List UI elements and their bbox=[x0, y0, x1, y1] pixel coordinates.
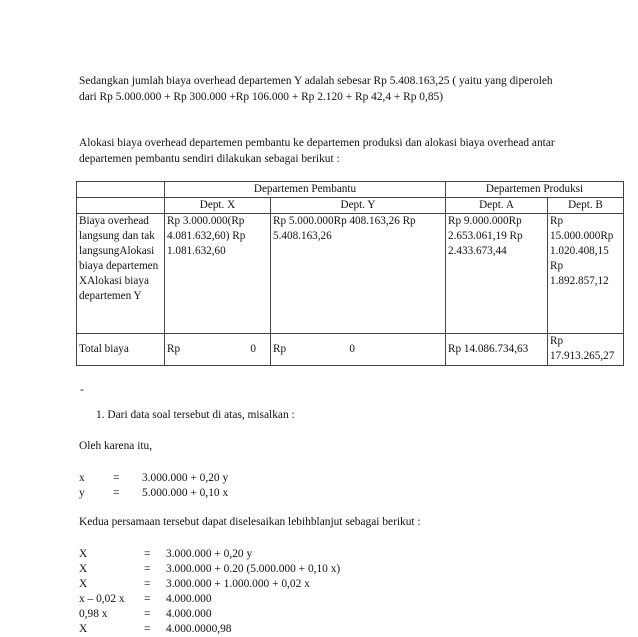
step-lhs: x – 0,02 x bbox=[79, 593, 125, 605]
cell-dept-y-total bbox=[271, 334, 446, 366]
oleh-karena-itu: Oleh karena itu, bbox=[79, 440, 153, 452]
paragraph-alokasi: Alokasi biaya overhead departemen pembantu ke departemen produksi dan alokasi biaya overhead antar departemen pembantu sendiri dilakukan sebagai berikut : bbox=[79, 137, 555, 165]
total-y-value: 0 bbox=[349, 343, 355, 355]
header-departemen-pembantu: Departemen Pembantu bbox=[165, 182, 446, 198]
list-item-1: 1. Dari data soal tersebut di atas, misalkan : bbox=[96, 409, 295, 421]
dash-marker: - bbox=[80, 384, 84, 396]
step-lhs: X bbox=[79, 563, 88, 575]
table-header-dept-row bbox=[77, 198, 624, 214]
total-y-currency: Rp bbox=[273, 343, 287, 355]
step-lhs: 0,98 x bbox=[79, 608, 108, 620]
cell-dept-a-total: Rp 14.086.734,63 bbox=[446, 334, 548, 366]
step-operator: = bbox=[144, 548, 151, 560]
cell-dept-y-biaya: Rp 5.000.000Rp 408.163,26 Rp 5.408.163,26 bbox=[271, 214, 446, 334]
step-operator: = bbox=[144, 563, 151, 575]
total-x-value: 0 bbox=[250, 343, 256, 355]
table-cell-empty bbox=[77, 182, 165, 198]
row-label-total: Total biaya bbox=[77, 334, 165, 366]
step-rhs: 3.000.000 + 0.20 (5.000.000 + 0,10 x) bbox=[166, 563, 341, 575]
cell-dept-b-biaya: Rp 15.000.000Rp 1.020.408,15 Rp 1.892.857,12 bbox=[548, 214, 624, 334]
step-rhs: 4.000.000 bbox=[166, 608, 212, 620]
header-dept-y: Dept. Y bbox=[271, 198, 446, 214]
step-operator: = bbox=[144, 623, 151, 635]
row-label-biaya: Biaya overhead langsung dan tak langsungAlokasi biaya departemen XAlokasi biaya departemen Y bbox=[77, 214, 165, 334]
step-rhs: 4.000.000 bbox=[166, 593, 212, 605]
step-lhs: X bbox=[79, 623, 88, 635]
table-row-biaya bbox=[77, 214, 624, 334]
step-lhs: X bbox=[79, 548, 88, 560]
allocation-table bbox=[76, 181, 624, 366]
step-operator: = bbox=[144, 608, 151, 620]
kedua-persamaan: Kedua persamaan tersebut dapat diselesaikan lebihblanjut sebagai berikut : bbox=[79, 516, 421, 528]
eq-lhs: y bbox=[79, 487, 85, 499]
cell-dept-x-biaya: Rp 3.000.000(Rp 4.081.632,60) Rp 1.081.632,60 bbox=[165, 214, 271, 334]
header-dept-b: Dept. B bbox=[548, 198, 624, 214]
eq-operator: = bbox=[113, 472, 120, 484]
eq-lhs: x bbox=[79, 472, 85, 484]
header-dept-a: Dept. A bbox=[446, 198, 548, 214]
step-rhs: 3.000.000 + 1.000.000 + 0,02 x bbox=[166, 578, 310, 590]
eq-operator: = bbox=[113, 487, 120, 499]
header-dept-x: Dept. X bbox=[165, 198, 271, 214]
total-x-currency: Rp bbox=[167, 343, 181, 355]
table-header-group-row bbox=[77, 182, 624, 198]
eq-rhs: 5.000.000 + 0,10 x bbox=[142, 487, 229, 499]
cell-dept-b-total: Rp 17.913.265,27 bbox=[548, 334, 624, 366]
header-departemen-produksi: Departemen Produksi bbox=[446, 182, 624, 198]
cell-dept-x-total bbox=[165, 334, 271, 366]
step-lhs: X bbox=[79, 578, 88, 590]
step-operator: = bbox=[144, 578, 151, 590]
paragraph-overhead-y: Sedangkan jumlah biaya overhead departemen Y adalah sebesar Rp 5.408.163,25 ( yaitu yang diperoleh dari Rp 5.000.000 + Rp 300.000 +Rp 106.000 + Rp 2.120 + Rp 42,4 + Rp 0,85) bbox=[79, 75, 553, 103]
step-operator: = bbox=[144, 593, 151, 605]
eq-rhs: 3.000.000 + 0,20 y bbox=[142, 472, 229, 484]
table-row-total bbox=[77, 334, 624, 366]
table-cell-empty bbox=[77, 198, 165, 214]
cell-dept-a-biaya: Rp 9.000.000Rp 2.653.061,19 Rp 2.433.673,44 bbox=[446, 214, 548, 334]
step-rhs: 4.000.0000,98 bbox=[166, 623, 232, 635]
step-rhs: 3.000.000 + 0,20 y bbox=[166, 548, 253, 560]
